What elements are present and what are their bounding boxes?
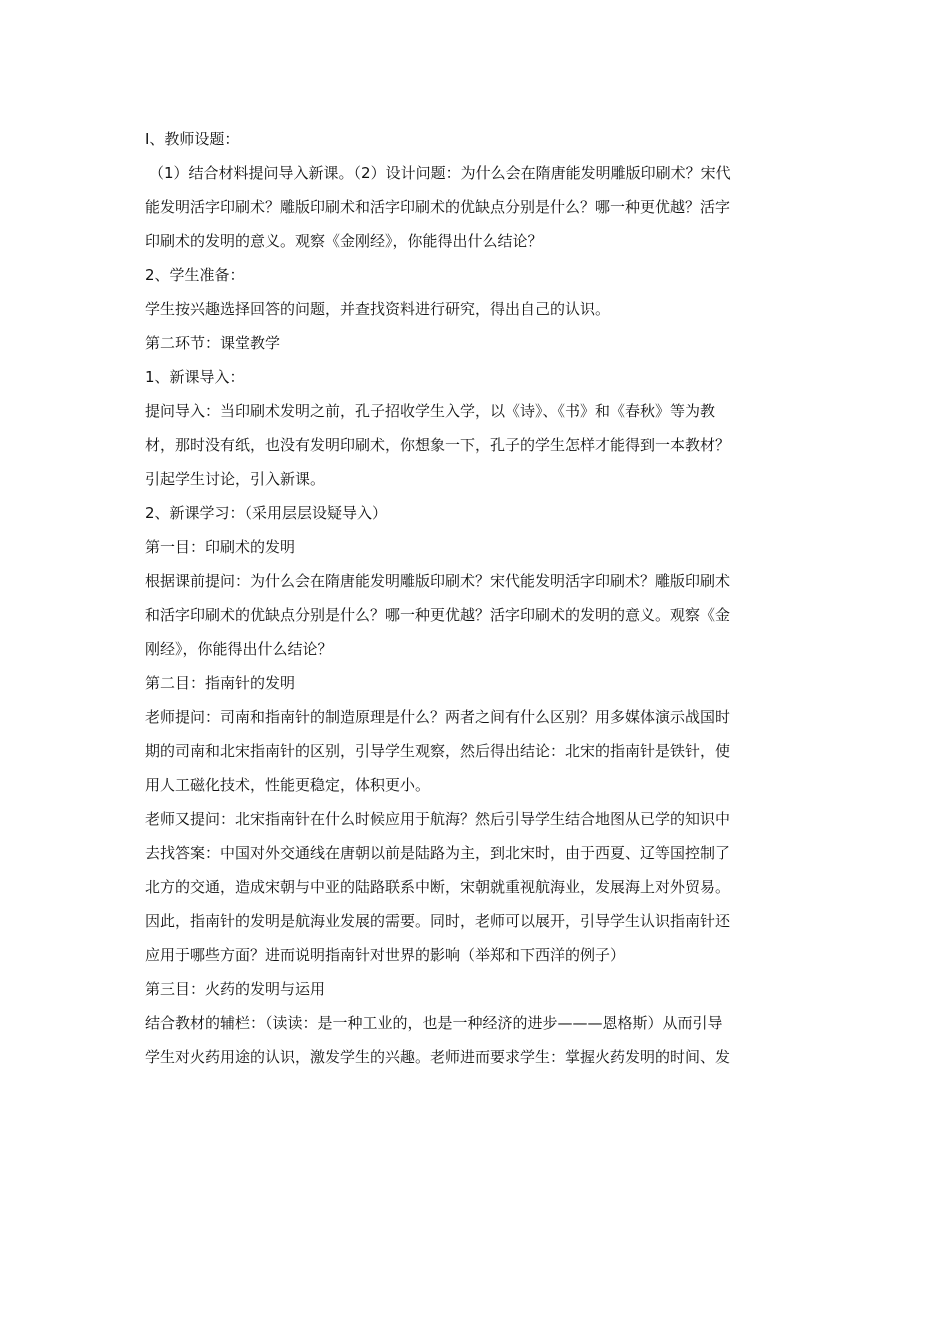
paragraph-line: 老师提问：司南和指南针的制造原理是什么？两者之间有什么区别？用多媒体演示战国时 [145,708,731,726]
paragraph-line: 期的司南和北宋指南针的区别，引导学生观察，然后得出结论：北宋的指南针是铁针，使 [145,742,731,760]
document-body [145,122,813,1074]
section-heading-new-lesson-study: 2、新课学习：（采用层层设疑导入） [145,504,388,522]
paragraph-line: 能发明活字印刷术？雕版印刷术和活字印刷术的优缺点分别是什么？哪一种更优越？活字 [145,198,731,216]
paragraph-line: （1）结合材料提问导入新课。（2）设计问题：为什么会在隋唐能发明雕版印刷术？宋代 [149,164,731,182]
paragraph-line: 结合教材的辅栏：（读读：是一种工业的，也是一种经济的进步———恩格斯）从而引导 [145,1014,723,1032]
section-heading-compass: 第二目：指南针的发明 [145,674,296,692]
paragraph-line: 应用于哪些方面？进而说明指南针对世界的影响（举郑和下西洋的例子） [145,946,626,964]
section-heading-student-prep: 2、学生准备： [145,266,245,284]
section-heading-classroom-teaching: 第二环节：课堂教学 [145,334,281,352]
paragraph-line: 刚经》，你能得出什么结论？ [145,640,333,658]
section-heading-gunpowder: 第三目：火药的发明与运用 [145,980,326,998]
paragraph-line: 学生对火药用途的认识，激发学生的兴趣。老师进而要求学生：掌握火药发明的时间、发 [145,1048,731,1066]
paragraph-line: 老师又提问：北宋指南针在什么时候应用于航海？然后引导学生结合地图从已学的知识中 [145,810,731,828]
paragraph-line: 印刷术的发明的意义。观察《金刚经》，你能得出什么结论？ [145,232,543,250]
section-heading-teacher-questions: Ⅰ、教师设题： [145,130,240,148]
paragraph-line: 材，那时没有纸，也没有发明印刷术，你想象一下，孔子的学生怎样才能得到一本教材？ [145,436,731,454]
paragraph-line: 和活字印刷术的优缺点分别是什么？哪一种更优越？活字印刷术的发明的意义。观察《金 [145,606,731,624]
paragraph-line: 用人工磁化技术，性能更稳定，体积更小。 [145,776,431,794]
section-heading-printing: 第一目：印刷术的发明 [145,538,296,556]
paragraph-line: 学生按兴趣选择回答的问题，并查找资料进行研究，得出自己的认识。 [145,300,611,318]
paragraph-line: 提问导入：当印刷术发明之前，孔子招收学生入学，以《诗》、《书》和《春秋》等为教 [145,402,716,420]
paragraph-line: 因此，指南针的发明是航海业发展的需要。同时，老师可以展开，引导学生认识指南针还 [145,912,731,930]
section-heading-new-lesson-intro: 1、新课导入： [145,368,245,386]
paragraph-line: 去找答案：中国对外交通线在唐朝以前是陆路为主，到北宋时，由于西夏、辽等国控制了 [145,844,731,862]
paragraph-line: 根据课前提问：为什么会在隋唐能发明雕版印刷术？宋代能发明活字印刷术？雕版印刷术 [145,572,731,590]
paragraph-line: 引起学生讨论，引入新课。 [145,470,326,488]
paragraph-line: 北方的交通，造成宋朝与中亚的陆路联系中断，宋朝就重视航海业，发展海上对外贸易。 [145,878,731,896]
